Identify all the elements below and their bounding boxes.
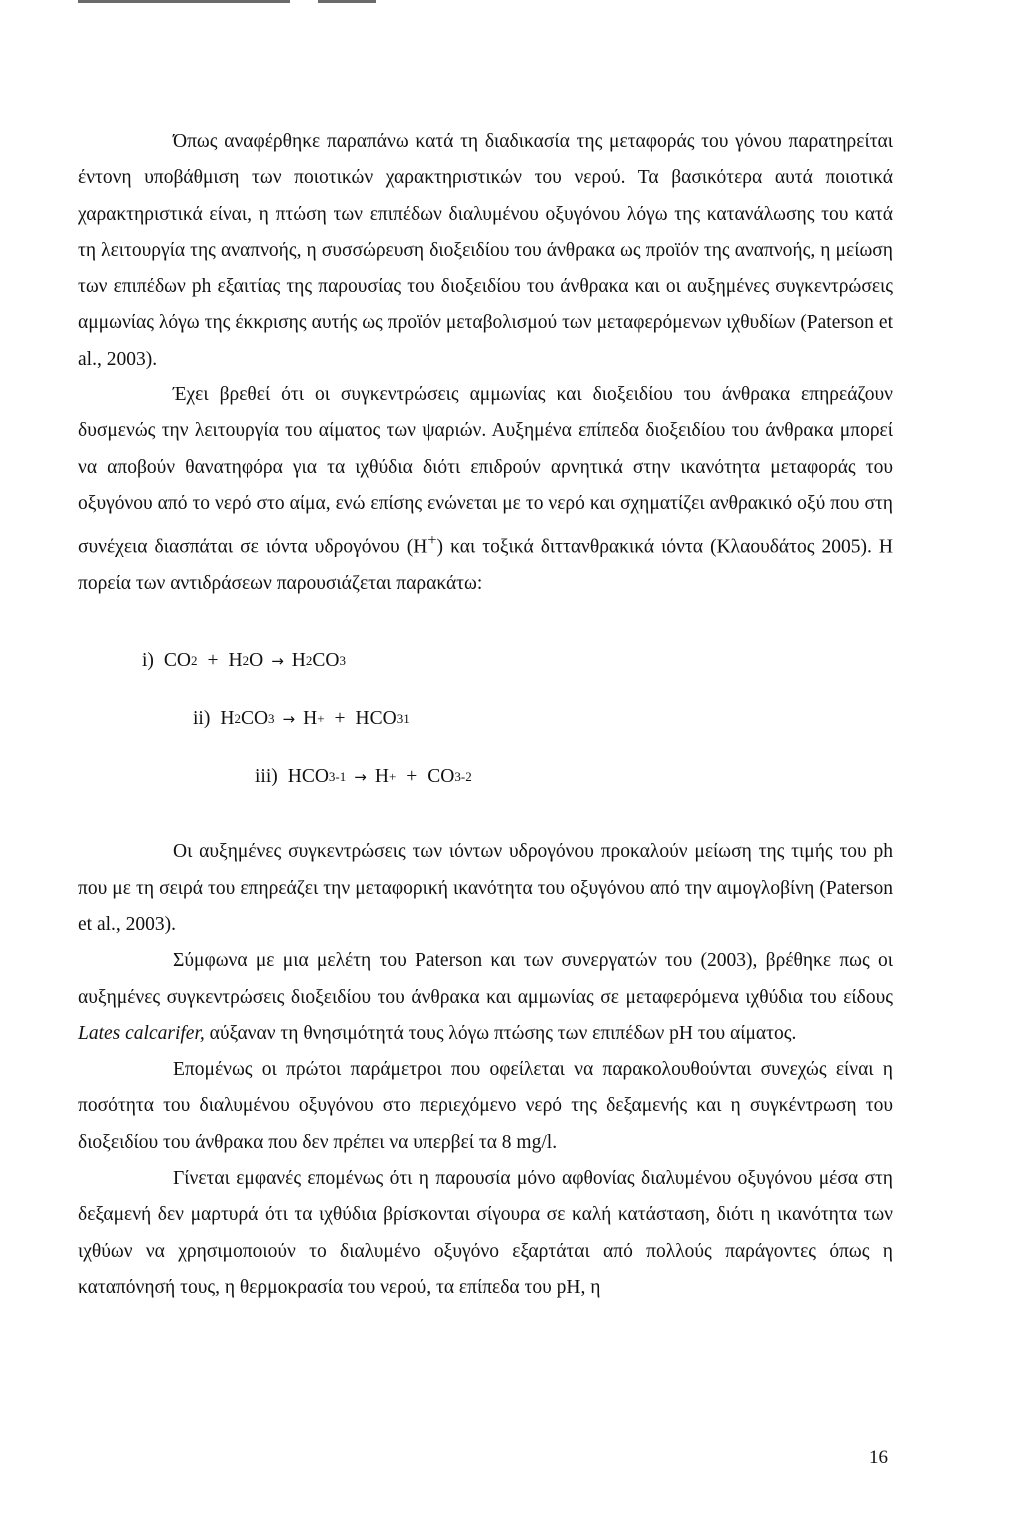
formula-co: CO — [427, 766, 455, 788]
superscript: + — [317, 711, 325, 727]
subscript: 3 — [328, 769, 336, 785]
hydrogen-ion-superscript: + — [427, 531, 437, 550]
formula-hco: HCO — [355, 708, 397, 730]
formula-o: O — [249, 650, 264, 672]
equation-2 — [78, 690, 893, 748]
equation-label: iii) — [255, 766, 278, 788]
formula-h: H — [228, 650, 243, 672]
page-number: 16 — [869, 1447, 888, 1468]
formula-co: CO — [240, 708, 269, 730]
paragraph-text: ) και τοξικά διττανθρακικά ιόντα (Κλαουδάτος 2005). Η πορεία των αντιδράσεων παρουσιάζεται παρακάτω: — [78, 536, 894, 595]
species-name: Lates calcarifer, — [78, 1022, 205, 1044]
subscript: 2 — [242, 653, 250, 669]
subscript: 2 — [305, 653, 313, 669]
superscript: + — [388, 769, 397, 785]
equation-1 — [78, 632, 893, 690]
paragraph-text: Όπως αναφέρθηκε παραπάνω κατά τη διαδικασία της μεταφοράς του γόνου παρατηρείται έντονη υποβάθμιση των ποιοτικών χαρακτηριστικών του νερού. Τα βασικότερα αυτά ποιοτικά χαρακτηριστικά είναι, η πτώση των επιπέδων διαλυμένου οξυγόνου λόγω της κατανάλωσης του κατά τη λειτουργία της αναπνοής, η συσσώρευση διοξειδίου του άνθρακα ως προϊόν της αναπνοής, η μείωση των επιπέδων ph εξαιτίας της παρουσίας του διοξειδίου του άνθρακα και οι αυξημένες συγκεντρώσεις αμμωνίας λόγω της έκκρισης αυτής ως προϊόν μεταβολισμού των μεταφερόμενων ιχθυδίων (Paterson et al., 2003). — [78, 131, 893, 370]
reaction-arrow-icon: → — [354, 768, 367, 787]
paragraph-paterson-study — [78, 943, 893, 1052]
equation-3 — [78, 748, 893, 806]
plus-sign: + — [406, 766, 418, 788]
plus-sign: + — [207, 650, 219, 672]
subscript: 3 — [339, 653, 346, 669]
paragraph-text: Σύμφωνα με μια μελέτη του Paterson και των συνεργατών του (2003), βρέθηκε πως οι αυξημένες συγκεντρώσεις διοξειδίου του άνθρακα και αμμωνίας σε μεταφερόμενα ιχθύδια του είδους — [78, 950, 893, 1008]
plus-sign: + — [334, 708, 346, 730]
top-scan-rule — [78, 0, 290, 3]
equation-label: i) — [142, 650, 154, 672]
formula-co: CO — [312, 650, 340, 672]
subscript: 3 — [396, 711, 404, 727]
reaction-equations — [78, 632, 893, 806]
paragraph-text: Οι αυξημένες συγκεντρώσεις των ιόντων υδρογόνου προκαλούν μείωση της τιμής του ph που με τη σειρά του επηρεάζει την μεταφορική ικανότητα του οξυγόνου από την αιμογλοβίνη (Paterson et al., 2003). — [78, 841, 893, 935]
formula-h: H — [374, 766, 389, 788]
subscript: 2 — [191, 653, 198, 669]
paragraph-hydrogen-ions — [78, 834, 893, 943]
formula-h: H — [303, 708, 318, 730]
subscript: 3 — [454, 769, 461, 785]
document-page — [78, 124, 893, 1306]
reaction-arrow-icon: → — [271, 652, 284, 671]
superscript: -2 — [460, 769, 472, 785]
paragraph-text: Έχει βρεθεί ότι οι συγκεντρώσεις αμμωνίας και διοξειδίου του άνθρακα επηρεάζουν δυσμενώς την λειτουργία του αίματος των ψαριών. Αυξημένα επίπεδα διοξειδίου του άνθρακα μπορεί να αποβούν θανατηφόρα για τα ιχθύδια διότι επιδρούν αρνητικά στην ικανότητα μεταφοράς του οξυγόνου από το νερό στο αίμα, ενώ επίσης ενώνεται με το νερό και σχηματίζει ανθρακικό οξύ που στη συνέχεια διασπάται σε ιόντα υδρογόνου (H — [78, 384, 893, 558]
formula-h: H — [291, 650, 306, 672]
paragraph-ammonia-co2 — [78, 377, 893, 602]
subscript: 2 — [234, 711, 241, 727]
paragraph-text: αύξαναν τη θνησιμότητά τους λόγω πτώσης των επιπέδων pH του αίματος. — [204, 1022, 797, 1044]
paragraph-text: Γίνεται εμφανές επομένως ότι η παρουσία μόνο αφθονίας διαλυμένου οξυγόνου μέσα στη δεξαμενή δεν μαρτυρά ότι τα ιχθύδια βρίσκονται σίγουρα σε καλή κατάσταση, διότι η ικανότητα των ιχθύων να χρησιμοποιούν το διαλυμένο οξυγόνο εξαρτάται από πολλούς παράγοντες όπως η καταπόνησή τους, η θερμοκρασία του νερού, τα επίπεδα του pH, η — [78, 1168, 893, 1298]
paragraph-water-quality — [78, 124, 893, 378]
top-scan-rule-short — [318, 0, 376, 3]
formula-co2: CO — [163, 650, 192, 672]
equation-label: ii) — [193, 708, 211, 730]
subscript: 3 — [268, 711, 275, 727]
paragraph-monitoring — [78, 1052, 893, 1161]
paragraph-oxygen-usage — [78, 1161, 893, 1306]
formula-h: H — [220, 708, 235, 730]
superscript: 1 — [403, 711, 410, 727]
superscript: -1 — [335, 769, 347, 785]
paragraph-text: Επομένως οι πρώτοι παράμετροι που οφείλεται να παρακολουθούνται συνεχώς είναι η ποσότητα του διαλυμένου οξυγόνου στο περιεχόμενο νερό της δεξαμενής και η συγκέντρωση του διοξειδίου του άνθρακα που δεν πρέπει να υπερβεί τα 8 mg/l. — [78, 1059, 893, 1153]
formula-hco: HCO — [287, 766, 329, 788]
reaction-arrow-icon: → — [282, 710, 296, 729]
